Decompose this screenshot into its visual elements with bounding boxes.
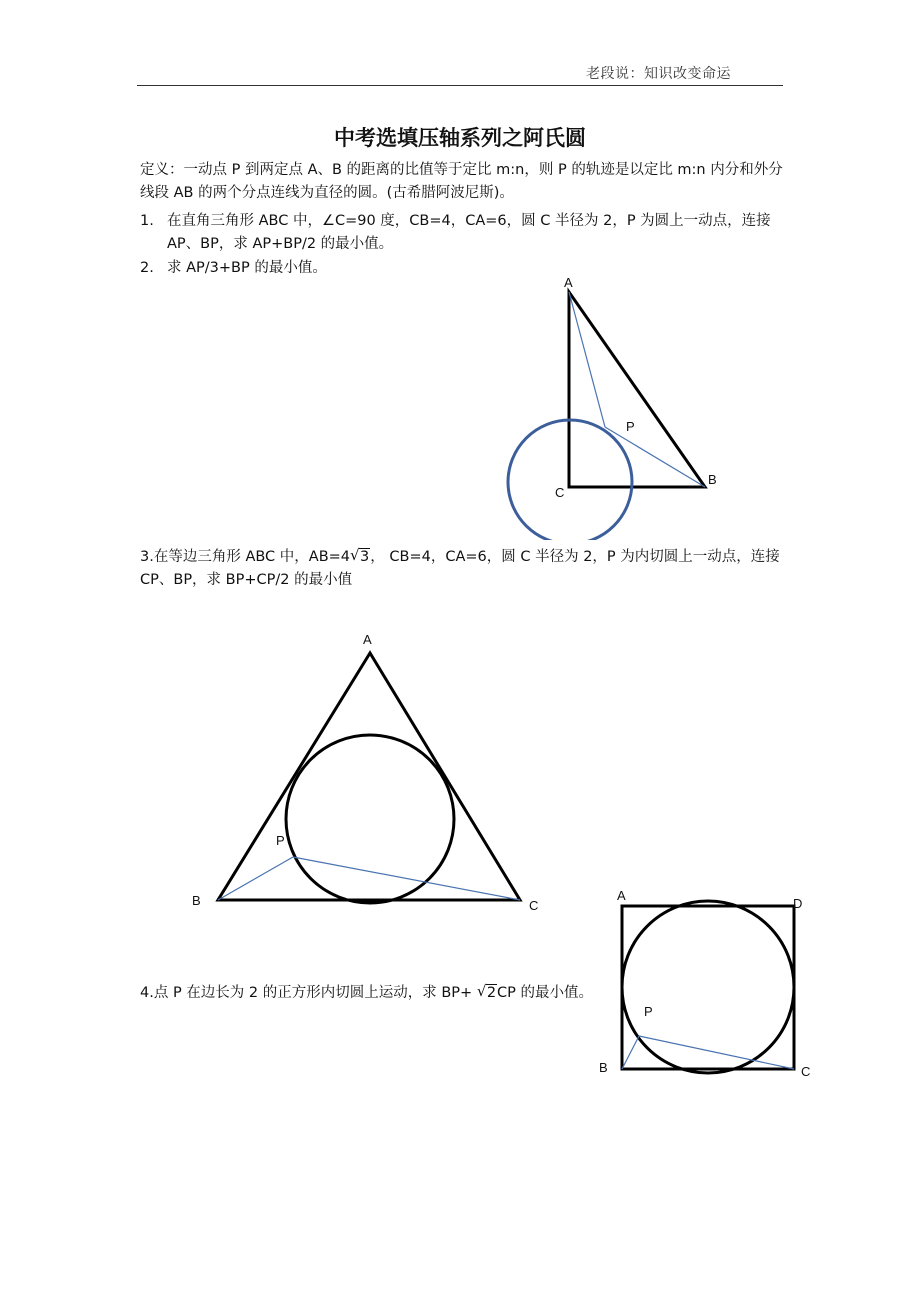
label-a: A: [564, 275, 573, 290]
header-divider: [137, 85, 783, 86]
sqrt-symbol: √ 2: [476, 982, 497, 1001]
label-a: A: [363, 632, 372, 647]
sqrt-symbol: √ 3: [350, 546, 370, 565]
segment-bp: [218, 857, 293, 900]
problem4-prefix: 4.点 P 在边长为 2 的正方形内切圆上运动，求 BP+: [140, 985, 477, 1001]
segment-ap: [569, 292, 605, 427]
figure-equilateral-triangle: [185, 625, 555, 920]
label-b: B: [708, 472, 717, 487]
page-header: 老段说：知识改变命运: [586, 66, 731, 82]
problem4-text: [140, 982, 620, 1005]
label-c: C: [801, 1064, 811, 1079]
incircle: [286, 735, 454, 903]
figure-square: [590, 880, 820, 1085]
segment-bp: [605, 427, 705, 487]
triangle-abc: [569, 292, 705, 487]
figure-right-triangle: [500, 272, 740, 540]
label-d: D: [793, 896, 803, 911]
label-p: P: [626, 419, 635, 434]
problem1-number: 1.: [140, 213, 154, 229]
problem3-prefix: 3.在等边三角形 ABC 中，AB=4: [140, 549, 351, 565]
label-c: C: [529, 898, 539, 913]
label-b: B: [599, 1060, 608, 1075]
problem1-text: 在直角三角形 ABC 中，∠C=90 度，CB=4，CA=6，圆 C 半径为 2，P 为圆上一动点，连接 AP、BP，求 AP+BP/2 的最小值。: [167, 213, 771, 252]
problem2-text: 求 AP/3+BP 的最小值。: [167, 260, 327, 276]
label-a: A: [617, 888, 626, 903]
label-b: B: [192, 893, 201, 908]
incircle: [622, 901, 794, 1073]
problem4-radicand: 2: [486, 985, 497, 1001]
problem3-suffix: ， CB=4，CA=6，圆 C 半径为 2，P 为内切圆上一动点，连接 CP、BP，求 BP+CP/2 的最小值: [140, 549, 780, 588]
problem3-radicand: 3: [360, 549, 370, 565]
label-p: P: [276, 833, 285, 848]
problem4-suffix: CP 的最小值。: [497, 985, 594, 1001]
problem2-number: 2.: [140, 260, 154, 276]
problem3-text: [140, 546, 790, 592]
square-abcd: [622, 906, 794, 1069]
page-title: 中考选填压轴系列之阿氏圆: [334, 125, 586, 150]
segment-bp: [622, 1036, 639, 1069]
label-p: P: [644, 1004, 653, 1019]
label-c: C: [555, 485, 565, 500]
triangle-abc: [218, 653, 520, 900]
definition-text: 定义：一动点 P 到两定点 A、B 的距离的比值等于定比 m:n，则 P 的轨迹是以定比 m:n 内分和外分线段 AB 的两个分点连线为直径的圆。(古希腊阿波尼斯)。: [140, 162, 783, 201]
segment-cp: [639, 1036, 794, 1069]
